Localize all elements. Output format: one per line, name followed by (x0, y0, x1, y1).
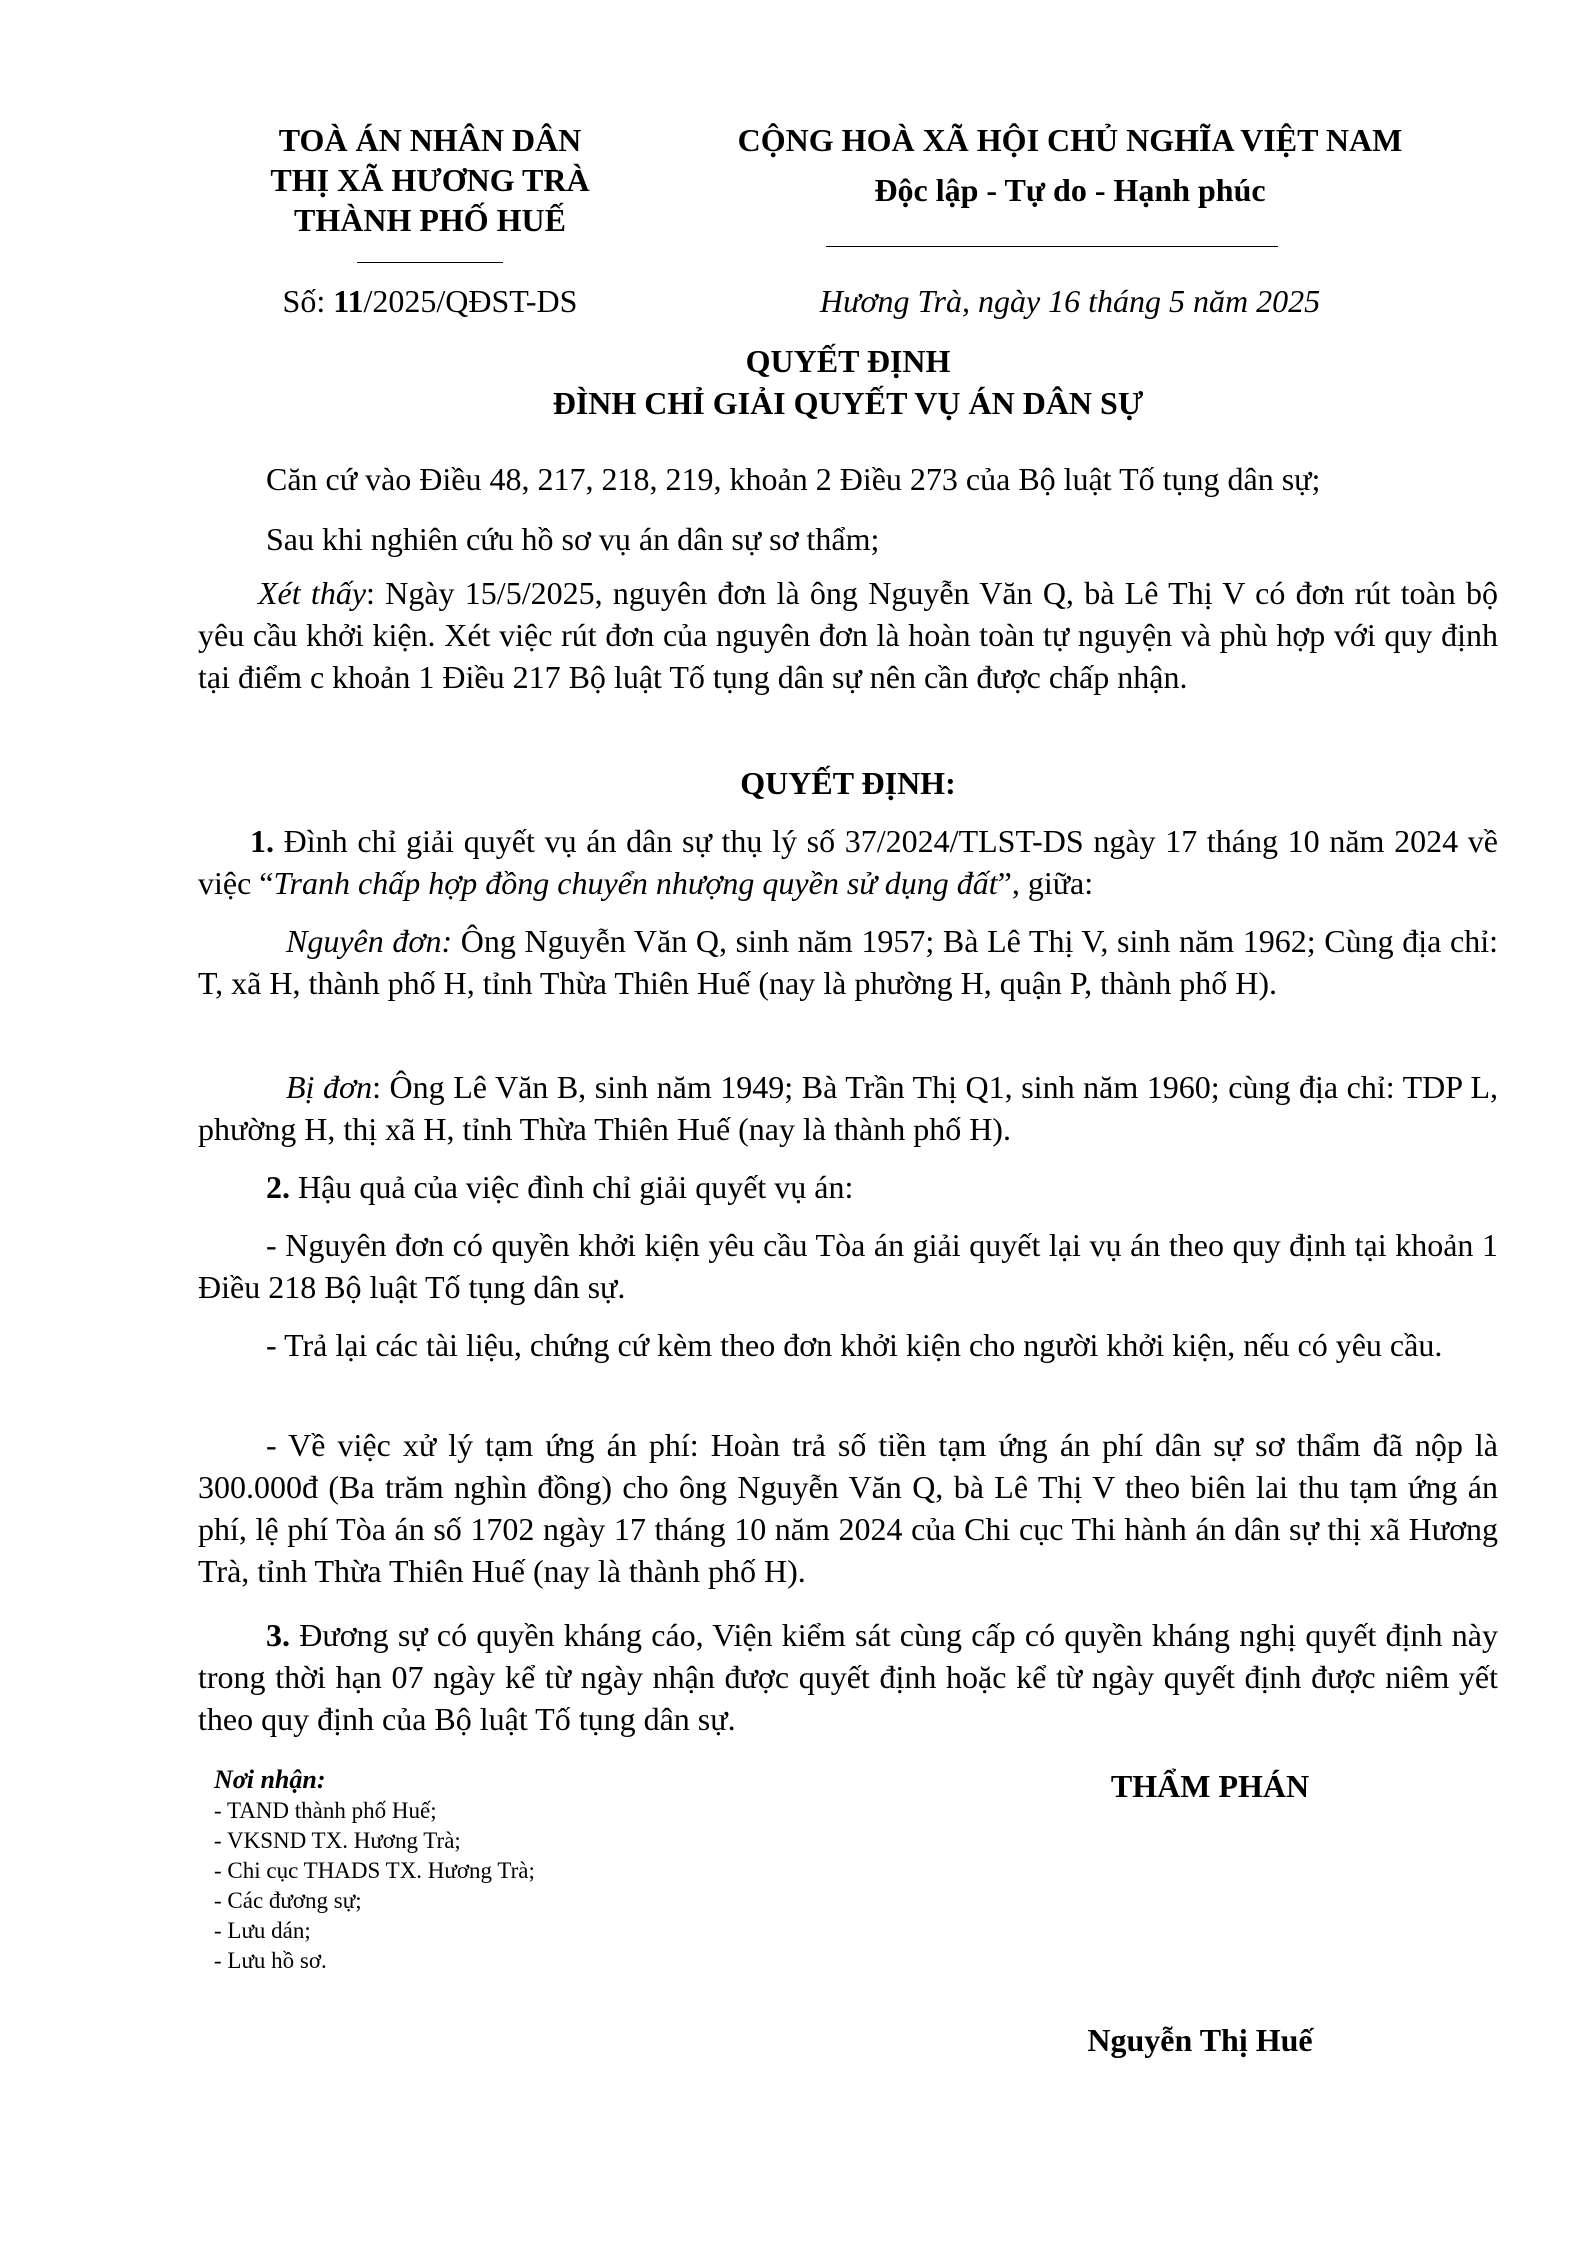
court-line-2: THỊ XÃ HƯƠNG TRÀ (270, 162, 590, 198)
national-motto-block (650, 120, 1490, 210)
recipient-item: - Các đương sự; (214, 1888, 362, 1913)
defendant-label: Bị đơn (286, 1069, 373, 1105)
signer-role: THẨM PHÁN (1110, 1768, 1310, 1804)
recipient-item: - Chi cục THADS TX. Hương Trà; (214, 1858, 535, 1883)
consequence-b: - Trả lại các tài liệu, chứng cứ kèm theo đơn khởi kiện cho người khởi kiện, nếu có yêu cầu. (266, 1327, 1443, 1363)
motto-divider (826, 246, 1278, 247)
decision-item-3: 3. Đương sự có quyền kháng cáo, Viện kiểm sát cùng cấp có quyền kháng nghị quyết định này trong thời hạn 07 ngày kể từ ngày nhận được quyết định hoặc kể từ ngày quyết định được niêm yết theo quy định của Bộ luật Tố tụng dân sự. (198, 1617, 1498, 1737)
recipient-item: - VKSND TX. Hương Trà; (214, 1828, 461, 1853)
document-number: Số: 11/2025/QĐST-DS (282, 283, 578, 319)
nation-name: CỘNG HOÀ XÃ HỘI CHỦ NGHĨA VIỆT NAM (737, 122, 1403, 158)
title-line-1: QUYẾT ĐỊNH (745, 343, 951, 379)
basis-paragraph-1: Căn cứ vào Điều 48, 217, 218, 219, khoản 2 Điều 273 của Bộ luật Tố tụng dân sự; (266, 461, 1321, 497)
plaintiff-paragraph: Nguyên đơn: Ông Nguyễn Văn Q, sinh năm 1957; Bà Lê Thị V, sinh năm 1962; Cùng địa chỉ: T, xã H, thành phố H, tỉnh Thừa Thiên Huế (nay là phường H, quận P, thành phố H). (198, 923, 1499, 1001)
court-name-block (230, 120, 630, 240)
court-divider (357, 262, 503, 263)
basis-paragraph-2: Sau khi nghiên cứu hồ sơ vụ án dân sự sơ thẩm; (266, 521, 880, 557)
recipient-item: - Lưu dán; (214, 1918, 311, 1943)
decision-item-1: 1. Đình chỉ giải quyết vụ án dân sự thụ lý số 37/2024/TLST-DS ngày 17 tháng 10 năm 2024 về việc “Tranh chấp hợp đồng chuyển nhượng quyền sử dụng đất”, giữa: (198, 823, 1498, 901)
court-line-1: TOÀ ÁN NHÂN DÂN (278, 122, 582, 158)
recipients-title: Nơi nhận: (214, 1765, 326, 1794)
recipients-block (214, 1764, 774, 1976)
document-title (198, 340, 1498, 424)
court-line-3: THÀNH PHỐ HUẾ (293, 202, 566, 238)
recipient-item: - TAND thành phố Huế; (214, 1798, 437, 1823)
signer-name: Nguyễn Thị Huế (1087, 2022, 1313, 2058)
place-date: Hương Trà, ngày 16 tháng 5 năm 2025 (819, 283, 1321, 319)
title-line-2: ĐÌNH CHỈ GIẢI QUYẾT VỤ ÁN DÂN SỰ (552, 385, 1144, 421)
consequence-a: - Nguyên đơn có quyền khởi kiện yêu cầu Tòa án giải quyết lại vụ án theo quy định tại khoản 1 Điều 218 Bộ luật Tố tụng dân sự. (198, 1227, 1498, 1305)
consequence-c: - Về việc xử lý tạm ứng án phí: Hoàn trả số tiền tạm ứng án phí dân sự sơ thẩm đã nộp là 300.000đ (Ba trăm nghìn đồng) cho ông Nguyễn Văn Q, bà Lê Thị V theo biên lai thu tạm ứng án phí, lệ phí Tòa án số 1702 ngày 17 tháng 10 năm 2024 của Chi cục Thi hành án dân sự thị xã Hương Trà, tỉnh Thừa Thiên Huế (nay là thành phố H). (198, 1427, 1498, 1589)
decision-item-2: 2. Hậu quả của việc đình chỉ giải quyết vụ án: (266, 1169, 854, 1205)
defendant-paragraph: Bị đơn: Ông Lê Văn B, sinh năm 1949; Bà Trần Thị Q1, sinh năm 1960; cùng địa chỉ: TDP L, phường H, thị xã H, tỉnh Thừa Thiên Huế (nay là thành phố H). (198, 1069, 1499, 1147)
basis-paragraph-3: Xét thấy: Ngày 15/5/2025, nguyên đơn là ông Nguyễn Văn Q, bà Lê Thị V có đơn rút toàn bộ yêu cầu khởi kiện. Xét việc rút đơn của nguyên đơn là hoàn toàn tự nguyện và phù hợp với quy định tại điểm c khoản 1 Điều 217 Bộ luật Tố tụng dân sự nên cần được chấp nhận. (198, 575, 1499, 695)
motto: Độc lập - Tự do - Hạnh phúc (874, 172, 1266, 208)
plaintiff-label: Nguyên đơn: (286, 923, 453, 959)
decision-heading: QUYẾT ĐỊNH: (740, 765, 956, 801)
recipient-item: - Lưu hồ sơ. (214, 1948, 327, 1973)
consideration-label: Xét thấy (258, 575, 367, 611)
case-name: Tranh chấp hợp đồng chuyển nhượng quyền sử dụng đất (273, 865, 998, 901)
